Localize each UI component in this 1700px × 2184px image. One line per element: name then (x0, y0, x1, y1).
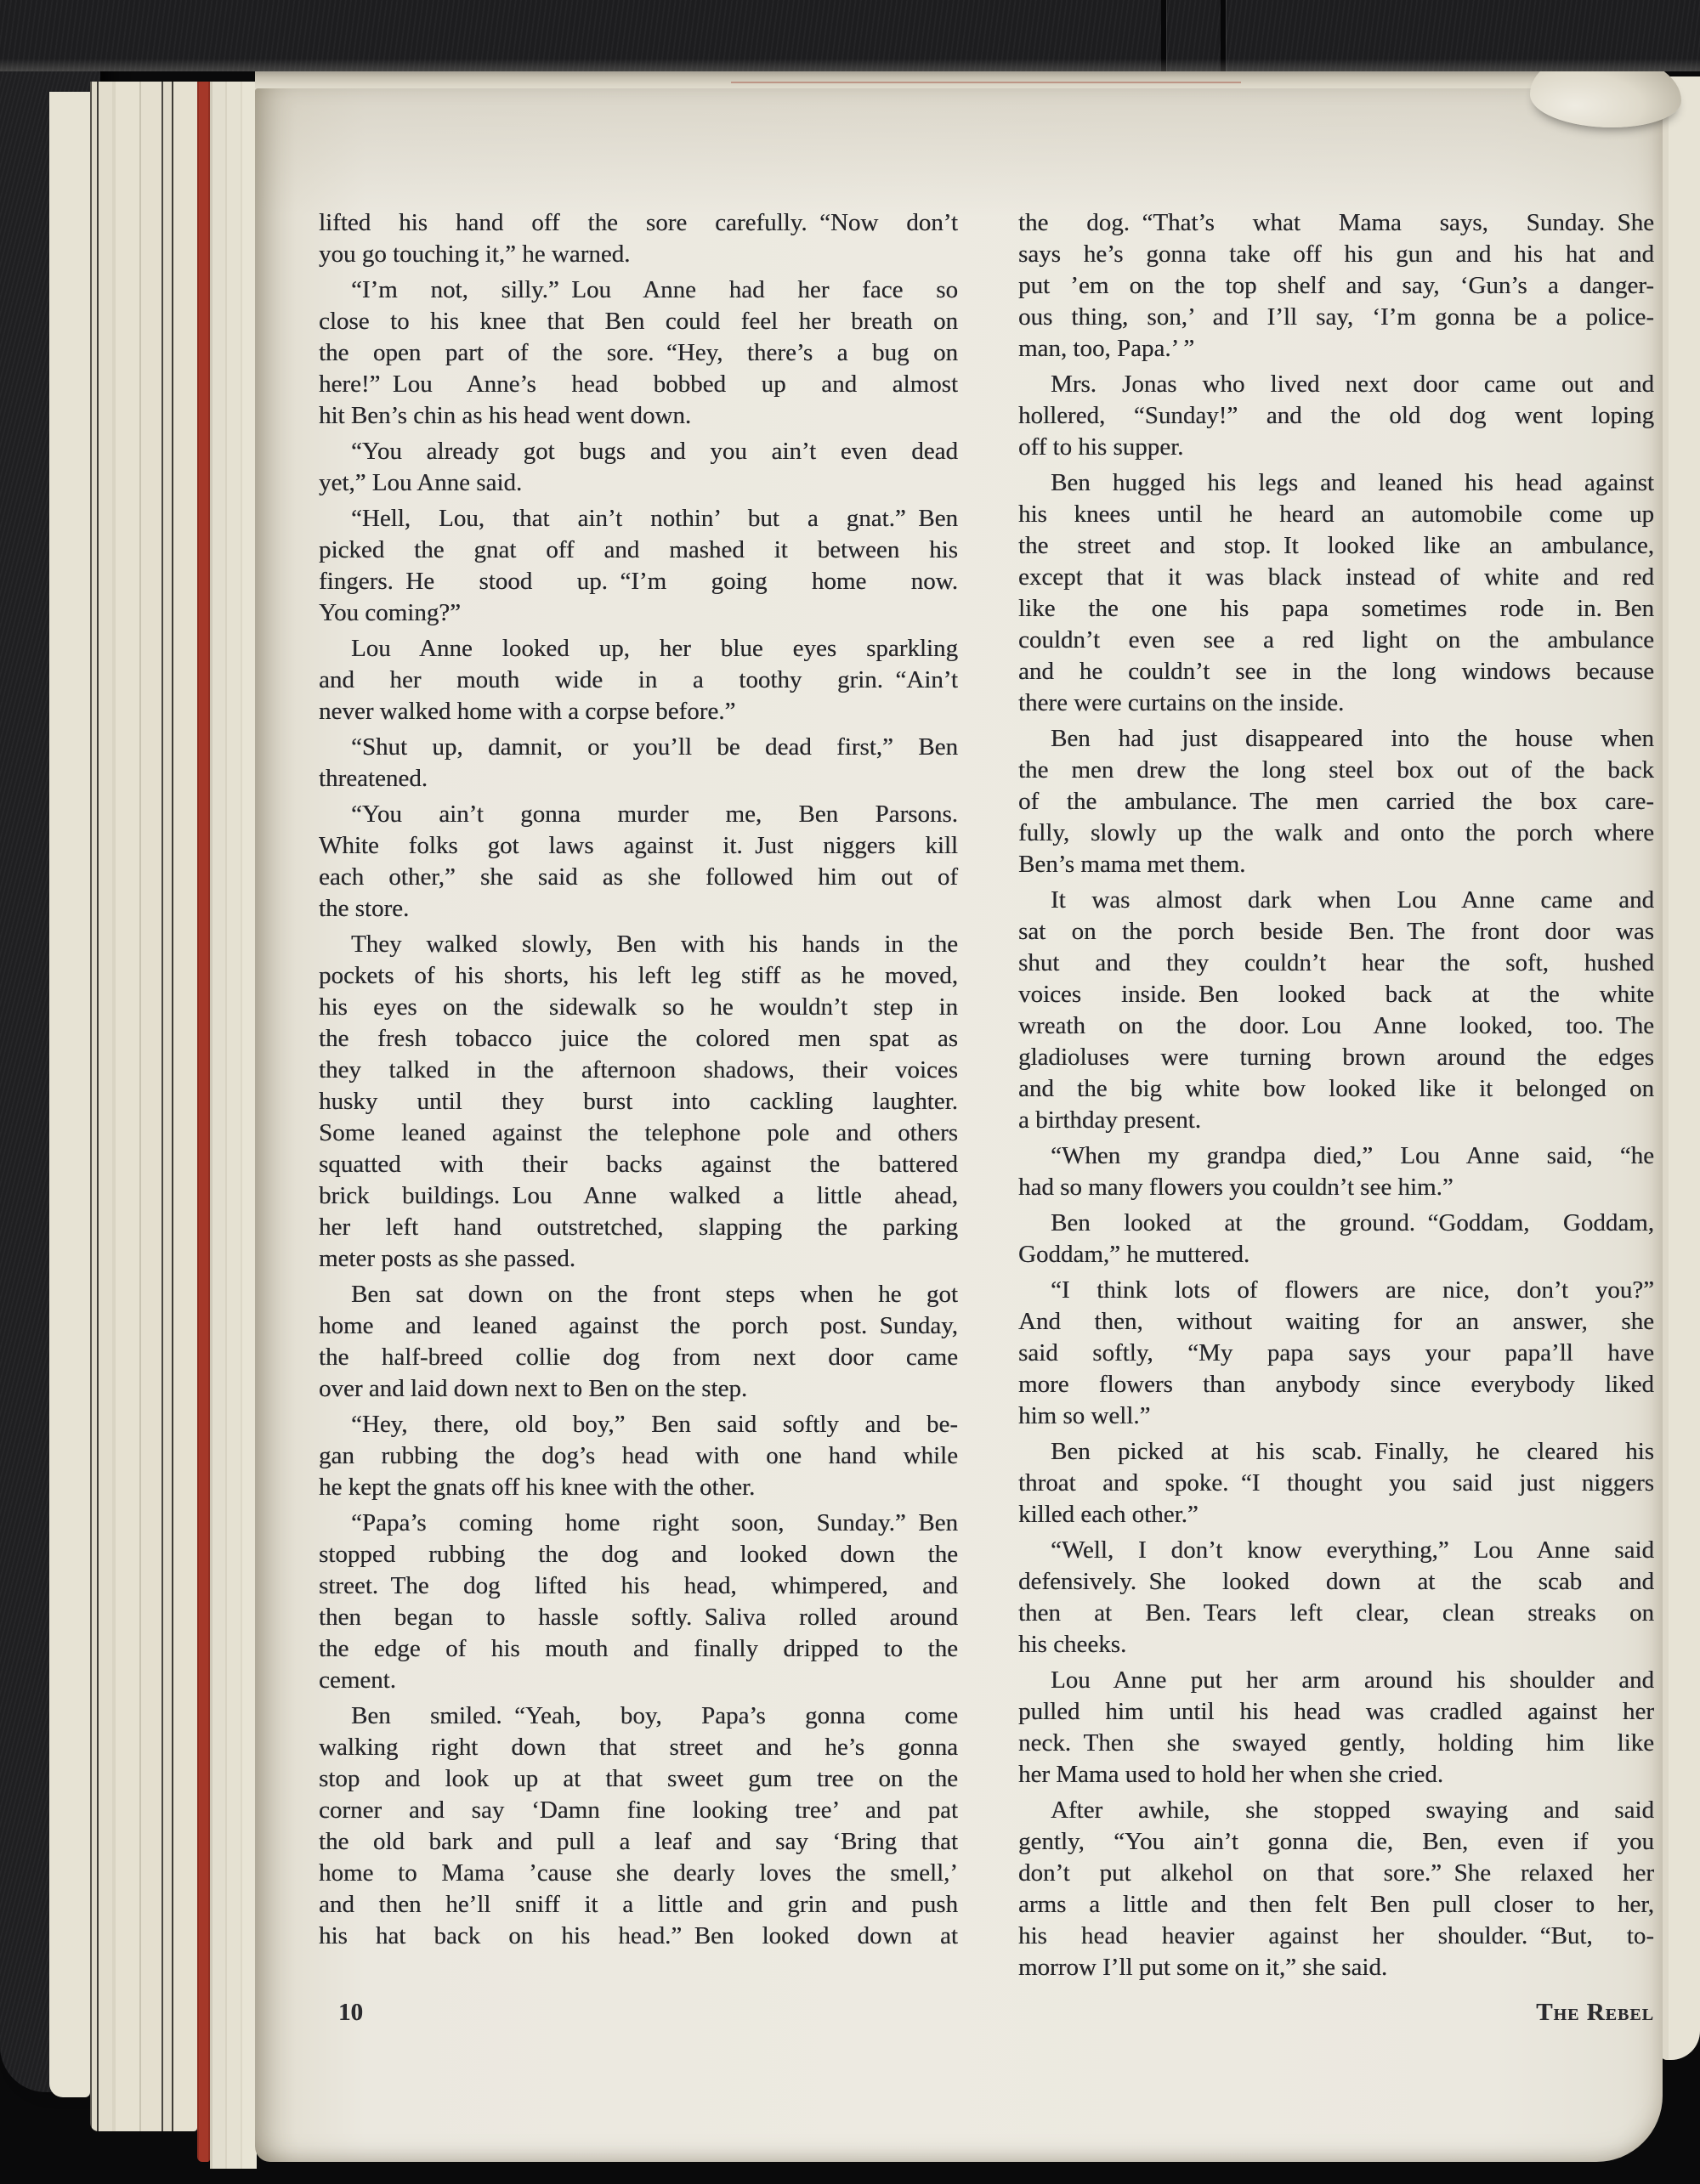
text-line: street. The dog lifted his head, whimpered, and (319, 1572, 958, 1599)
text-line: his head heavier against her shoulder. “But, to- (1018, 1922, 1654, 1949)
text-column-right (1018, 207, 1654, 1983)
text-line: the half-breed collie dog from next door came (319, 1344, 958, 1371)
text-line: Ben’s mama met them. (1018, 851, 1246, 878)
text-line: yet,” Lou Anne said. (319, 469, 523, 496)
paragraph (319, 799, 958, 925)
paragraph (1018, 723, 1654, 880)
text-column-left (319, 207, 958, 1952)
text-line: ous thing, son,’ and I’ll say, ‘I’m gonna be a police- (1018, 303, 1654, 331)
text-line: meter posts as she passed. (319, 1245, 576, 1272)
text-line: squatted with their backs against the battered (319, 1151, 958, 1178)
text-line: husky until they burst into cackling laughter. (319, 1088, 958, 1115)
paragraph (1018, 1140, 1654, 1203)
page-footer (338, 1999, 1654, 2027)
text-line: gladioluses were turning brown around the edges (1018, 1044, 1654, 1071)
cover-seam (1221, 0, 1226, 71)
text-line: close to his knee that Ben could feel her breath on (319, 308, 958, 335)
text-line: the men drew the long steel box out of the back (1018, 756, 1654, 784)
text-line: hollered, “Sunday!” and the old dog went loping (1018, 402, 1654, 429)
text-line: arms a little and then felt Ben pull closer to her, (1018, 1891, 1654, 1918)
text-line: Ben looked at the ground. “Goddam, Goddam, (1051, 1209, 1654, 1236)
text-line: his knees until he heard an automobile come up (1018, 501, 1654, 528)
text-line: the street and stop. It looked like an ambulance, (1018, 532, 1654, 559)
text-line: Lou Anne put her arm around his shoulder and (1051, 1666, 1654, 1694)
paragraph (319, 503, 958, 629)
text-line: home to Mama ’cause she dearly loves the smell,’ (319, 1859, 958, 1887)
text-line: “You already got bugs and you ain’t even dead (351, 438, 958, 465)
paragraph (319, 1700, 958, 1952)
cover-seam (1161, 0, 1166, 71)
page-edge-strip (49, 92, 90, 2097)
text-line: hit Ben’s chin as his head went down. (319, 402, 692, 429)
page-number: 10 (338, 1999, 363, 2026)
paragraph (1018, 207, 1654, 365)
text-line: Goddam,” he muttered. (1018, 1241, 1250, 1268)
paragraph (319, 1409, 958, 1503)
text-line: off to his supper. (1018, 433, 1184, 461)
text-line: said softly, “My papa says your papa’ll have (1018, 1339, 1654, 1366)
paragraph (319, 1279, 958, 1405)
text-line: fingers. He stood up. “I’m going home now. (319, 568, 958, 595)
paragraph (1018, 1795, 1654, 1983)
text-line: shut and they couldn’t hear the soft, hushed (1018, 949, 1654, 976)
text-line: and the big white bow looked like it belonged on (1018, 1075, 1654, 1102)
text-line: “Hey, there, old boy,” Ben said softly and be- (351, 1411, 958, 1438)
text-line: here!” Lou Anne’s head bobbed up and almost (319, 371, 958, 398)
text-line: picked the gnat off and mashed it between his (319, 536, 958, 563)
text-line: more flowers than anybody since everybody liked (1018, 1371, 1654, 1398)
text-line: Some leaned against the telephone pole and others (319, 1119, 958, 1146)
text-line: the old bark and pull a leaf and say ‘Bring that (319, 1828, 958, 1855)
underpage-right-edge (1660, 76, 1700, 2060)
text-line: like the one his papa sometimes rode in. Ben (1018, 595, 1654, 622)
text-line: then at Ben. Tears left clear, clean streaks on (1018, 1599, 1654, 1627)
text-line: home and leaned against the porch post. Sunday, (319, 1312, 958, 1339)
text-line: morrow I’ll put some on it,” she said. (1018, 1954, 1388, 1981)
page-edge-strips (90, 82, 197, 2131)
text-line: “When my grandpa died,” Lou Anne said, “he (1051, 1142, 1654, 1169)
text-line: voices inside. Ben looked back at the white (1018, 981, 1654, 1008)
text-line: lifted his hand off the sore carefully. “Now don’t (319, 209, 958, 236)
text-line: don’t put alkehol on that sore.” She relaxed her (1018, 1859, 1654, 1887)
text-line: his hat back on his head.” Ben looked down at (319, 1922, 958, 1949)
paragraph (319, 732, 958, 795)
journal-title: The Rebel (1536, 1999, 1654, 2026)
text-line: “I’m not, silly.” Lou Anne had her face so (351, 276, 958, 303)
text-line: her Mama used to hold her when she cried. (1018, 1761, 1444, 1788)
text-line: a birthday present. (1018, 1106, 1202, 1134)
text-line: his eyes on the sidewalk so he wouldn’t step in (319, 993, 958, 1021)
text-line: defensively. She looked down at the scab and (1018, 1568, 1654, 1595)
text-line: each other,” she said as she followed him out of (319, 863, 958, 891)
book-page (255, 88, 1663, 2162)
book-cover-top (0, 0, 1700, 71)
text-line: “Shut up, damnit, or you’ll be dead first,” Ben (351, 733, 958, 761)
text-line: had so many flowers you couldn’t see him.” (1018, 1174, 1454, 1201)
text-line: Ben sat down on the front steps when he got (351, 1281, 958, 1308)
text-line: and then he’ll sniff it a little and grin and push (319, 1891, 958, 1918)
text-line: put ’em on the top shelf and say, ‘Gun’s a danger- (1018, 272, 1654, 299)
text-line: then began to hassle softly. Saliva rolled around (319, 1604, 958, 1631)
paragraph (319, 436, 958, 499)
paragraph (1018, 369, 1654, 463)
text-line: They walked slowly, Ben with his hands in the (351, 931, 958, 958)
text-line: the dog. “That’s what Mama says, Sunday. She (1018, 209, 1654, 236)
text-line: wreath on the door. Lou Anne looked, too. The (1018, 1012, 1654, 1039)
paragraph (319, 929, 958, 1275)
text-line: the edge of his mouth and finally dripped to the (319, 1635, 958, 1662)
paragraph (1018, 1436, 1654, 1530)
text-line: Lou Anne looked up, her blue eyes sparkling (351, 635, 958, 662)
text-line: stopped rubbing the dog and looked down the (319, 1541, 958, 1568)
text-line: Ben hugged his legs and leaned his head against (1051, 469, 1654, 496)
paragraph (319, 633, 958, 727)
text-line: Mrs. Jonas who lived next door came out and (1051, 371, 1654, 398)
text-line: “Well, I don’t know everything,” Lou Anne said (1051, 1536, 1654, 1564)
text-line: gan rubbing the dog’s head with one hand while (319, 1442, 958, 1469)
text-line: neck. Then she swayed gently, holding him like (1018, 1729, 1654, 1757)
text-line: the fresh tobacco juice the colored men spat as (319, 1025, 958, 1052)
text-line: over and laid down next to Ben on the step. (319, 1375, 748, 1402)
text-line: It was almost dark when Lou Anne came and (1051, 886, 1654, 914)
paragraph (1018, 467, 1654, 719)
text-line: couldn’t even see a red light on the ambulance (1018, 626, 1654, 654)
text-line: her left hand outstretched, slapping the parking (319, 1214, 958, 1241)
text-line: cement. (319, 1666, 396, 1694)
page-edge-strip (210, 82, 257, 2169)
paragraph (1018, 1208, 1654, 1270)
paragraph (1018, 1665, 1654, 1791)
text-line: Ben picked at his scab. Finally, he cleared his (1051, 1438, 1654, 1465)
text-line: After awhile, she stopped swaying and said (1051, 1796, 1654, 1824)
text-line: of the ambulance. The men carried the box care- (1018, 788, 1654, 815)
text-line: sat on the porch beside Ben. The front door was (1018, 918, 1654, 945)
text-line: pulled him until his head was cradled against her (1018, 1698, 1654, 1725)
text-line: threatened. (319, 765, 428, 792)
text-line: him so well.” (1018, 1402, 1151, 1429)
text-line: and her mouth wide in a toothy grin. “Ain’t (319, 666, 958, 693)
text-line: “I think lots of flowers are nice, don’t you?” (1051, 1276, 1654, 1304)
text-line: his cheeks. (1018, 1631, 1127, 1658)
text-line: except that it was black instead of white and red (1018, 563, 1654, 591)
text-line: Ben had just disappeared into the house when (1051, 725, 1654, 752)
text-line: killed each other.” (1018, 1501, 1198, 1528)
paragraph (1018, 1535, 1654, 1661)
text-line: they talked in the afternoon shadows, their voices (319, 1056, 958, 1084)
text-line: and he couldn’t see in the long windows because (1018, 658, 1654, 685)
text-line: says he’s gonna take off his gun and his hat and (1018, 240, 1654, 268)
text-line: stop and look up at that sweet gum tree on the (319, 1765, 958, 1792)
text-line: pockets of his shorts, his left leg stiff as he moved, (319, 962, 958, 989)
text-line: “You ain’t gonna murder me, Ben Parsons. (351, 801, 958, 828)
text-line: throat and spoke. “I thought you said just niggers (1018, 1469, 1654, 1497)
text-line: gently, “You ain’t gonna die, Ben, even if you (1018, 1828, 1654, 1855)
text-line: “Papa’s coming home right soon, Sunday.” Ben (351, 1509, 958, 1536)
text-line: You coming?” (319, 599, 462, 626)
text-line: “Hell, Lou, that ain’t nothin’ but a gnat.” Ben (351, 505, 958, 532)
text-line: walking right down that street and he’s gonna (319, 1734, 958, 1761)
text-line: brick buildings. Lou Anne walked a little ahead, (319, 1182, 958, 1209)
paragraph (1018, 885, 1654, 1136)
text-line: fully, slowly up the walk and onto the porch where (1018, 819, 1654, 846)
paragraph (319, 274, 958, 432)
page-edge-red-stripe (197, 82, 210, 2162)
text-line: And then, without waiting for an answer, she (1018, 1308, 1654, 1335)
paragraph (319, 1508, 958, 1696)
text-line: there were curtains on the inside. (1018, 689, 1345, 716)
text-line: the open part of the sore. “Hey, there’s a bug on (319, 339, 958, 366)
text-line: Ben smiled. “Yeah, boy, Papa’s gonna come (351, 1702, 958, 1729)
text-line: the store. (319, 895, 410, 922)
text-line: White folks got laws against it. Just niggers kill (319, 832, 958, 859)
text-line: he kept the gnats off his knee with the other. (319, 1474, 756, 1501)
text-line: you go touching it,” he warned. (319, 240, 631, 268)
paragraph (1018, 1275, 1654, 1432)
text-line: corner and say ‘Damn fine looking tree’ and pat (319, 1796, 958, 1824)
text-line: never walked home with a corpse before.” (319, 698, 736, 725)
text-line: man, too, Papa.’ ” (1018, 335, 1195, 362)
paragraph (319, 207, 958, 270)
